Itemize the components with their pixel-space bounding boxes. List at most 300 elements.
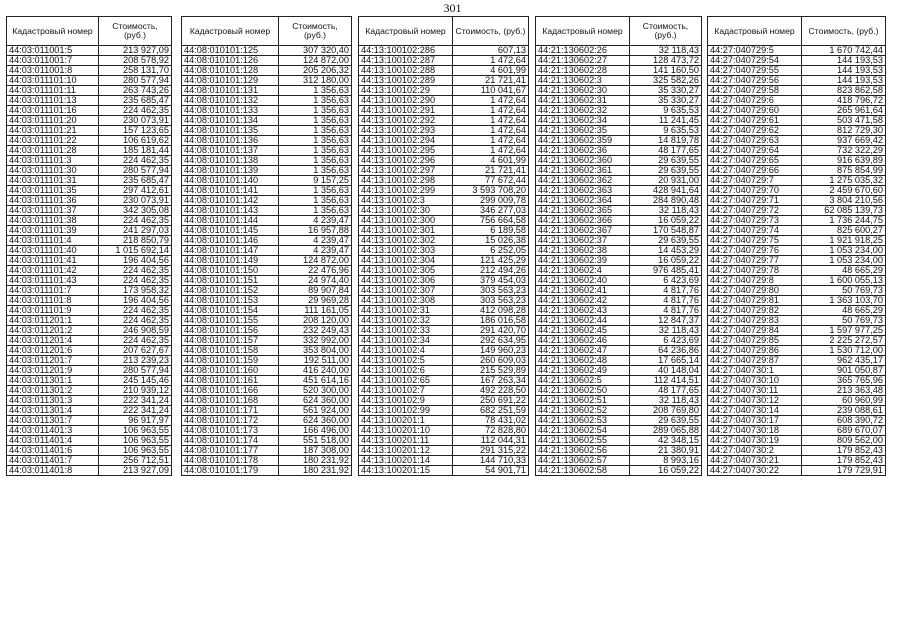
table-row: [536, 166, 702, 176]
cadastral-number-cell: 44:27:040730:19: [708, 436, 802, 446]
cadastral-number-cell: 44:08:010101:144: [182, 216, 279, 226]
cost-cell: 689 670,07: [802, 426, 886, 436]
cadastral-number-cell: 44:27:040730:21: [708, 456, 802, 466]
table-row: [708, 126, 886, 136]
table-row: [536, 326, 702, 336]
cadastral-number-cell: 44:08:010101:173: [182, 426, 279, 436]
cost-cell: 213 239,23: [99, 356, 172, 366]
cost-cell: 32 118,43: [630, 46, 702, 56]
cadastral-number-cell: 44:21:130602:58: [536, 466, 630, 476]
cadastral-number-cell: 44:13:100201:10: [359, 426, 453, 436]
cost-cell: 218 850,79: [99, 236, 172, 246]
cadastral-number-cell: 44:21:130602:359: [536, 136, 630, 146]
cost-cell: 1 053 234,00: [802, 256, 886, 266]
table-row: [7, 166, 172, 176]
cadastral-number-cell: 44:27:040729:84: [708, 326, 802, 336]
cadastral-number-cell: 44:03:011201:6: [7, 346, 99, 356]
cadastral-number-cell: 44:13:100102:33: [359, 326, 453, 336]
cadastral-number-cell: 44:08:010101:177: [182, 446, 279, 456]
header-cadastral-number: Кадастровый номер: [536, 17, 630, 46]
cadastral-number-cell: 44:08:010101:134: [182, 116, 279, 126]
table-row: [7, 226, 172, 236]
cadastral-number-cell: 44:21:130602:367: [536, 226, 630, 236]
table-row: [182, 356, 352, 366]
cadastral-number-cell: 44:21:130602:47: [536, 346, 630, 356]
cost-cell: 16 059,22: [630, 256, 702, 266]
cadastral-table-2: [181, 16, 352, 476]
cadastral-number-cell: 44:08:010101:136: [182, 136, 279, 146]
cost-cell: 325 582,26: [630, 76, 702, 86]
table-row: [708, 436, 886, 446]
cost-cell: 24 974,40: [279, 276, 352, 286]
table-row: [359, 56, 529, 66]
table-row: [182, 316, 352, 326]
cadastral-number-cell: 44:21:130602:42: [536, 296, 630, 306]
cadastral-number-cell: 44:21:130602:5: [536, 376, 630, 386]
cadastral-number-cell: 44:03:011101:31: [7, 176, 99, 186]
cadastral-number-cell: 44:08:010101:146: [182, 236, 279, 246]
cost-cell: 48 177,65: [630, 386, 702, 396]
cadastral-number-cell: 44:27:040729:56: [708, 76, 802, 86]
cadastral-number-cell: 44:08:010101:129: [182, 76, 279, 86]
table-row: [359, 166, 529, 176]
table-row: [708, 156, 886, 166]
table-row: [359, 416, 529, 426]
cost-cell: 224 462,35: [99, 156, 172, 166]
cost-cell: 213 927,09: [99, 466, 172, 476]
cost-cell: 224 462,35: [99, 106, 172, 116]
table-row: [708, 306, 886, 316]
cost-cell: 297 412,61: [99, 186, 172, 196]
table-row: [7, 56, 172, 66]
cost-cell: 332 992,00: [279, 336, 352, 346]
cadastral-number-cell: 44:13:100102:65: [359, 376, 453, 386]
table-row: [359, 136, 529, 146]
table-row: [359, 186, 529, 196]
cadastral-number-cell: 44:13:100102:4: [359, 346, 453, 356]
cadastral-number-cell: 44:21:130602:55: [536, 436, 630, 446]
cost-cell: 263 743,26: [99, 86, 172, 96]
table-row: [536, 236, 702, 246]
cadastral-number-cell: 44:27:040729:65: [708, 156, 802, 166]
cost-cell: 180 231,92: [279, 456, 352, 466]
cadastral-number-cell: 44:21:130602:52: [536, 406, 630, 416]
cost-cell: 208 578,92: [99, 56, 172, 66]
cadastral-number-cell: 44:08:010101:156: [182, 326, 279, 336]
cadastral-number-cell: 44:21:130602:43: [536, 306, 630, 316]
table-row: [182, 66, 352, 76]
cost-cell: 149 960,23: [453, 346, 529, 356]
cadastral-number-cell: 44:21:130602:56: [536, 446, 630, 456]
cadastral-number-cell: 44:03:011201:7: [7, 356, 99, 366]
table-row: [7, 146, 172, 156]
cost-cell: 9 635,53: [630, 106, 702, 116]
cost-cell: 812 729,30: [802, 126, 886, 136]
cost-cell: 106 963,55: [99, 446, 172, 456]
cost-cell: 21 380,91: [630, 446, 702, 456]
cost-cell: 14 819,78: [630, 136, 702, 146]
cost-cell: 186 016,58: [453, 316, 529, 326]
cadastral-number-cell: 44:21:130602:39: [536, 256, 630, 266]
table-row: [182, 76, 352, 86]
cost-cell: 196 404,56: [99, 296, 172, 306]
table-row: [182, 466, 352, 476]
cadastral-number-cell: 44:08:010101:168: [182, 396, 279, 406]
table-row: [708, 106, 886, 116]
header-cadastral-number: Кадастровый номер: [182, 17, 279, 46]
cost-cell: 179 729,91: [802, 466, 886, 476]
cost-cell: 144 193,53: [802, 56, 886, 66]
cost-cell: 1 670 742,44: [802, 46, 886, 56]
table-row: [536, 196, 702, 206]
table-row: [7, 376, 172, 386]
cadastral-number-cell: 44:27:040729:62: [708, 126, 802, 136]
cadastral-number-cell: 44:13:100102:290: [359, 96, 453, 106]
cadastral-number-cell: 44:13:100102:31: [359, 306, 453, 316]
cost-cell: 48 177,65: [630, 146, 702, 156]
cost-cell: 32 118,43: [630, 326, 702, 336]
cost-cell: 4 817,76: [630, 296, 702, 306]
cost-cell: 1 356,63: [279, 106, 352, 116]
table-row: [359, 126, 529, 136]
table-row: [7, 316, 172, 326]
cost-cell: 1 356,63: [279, 136, 352, 146]
cost-cell: 9 157,25: [279, 176, 352, 186]
table-row: [182, 286, 352, 296]
cost-cell: 6 423,69: [630, 336, 702, 346]
table-row: [359, 66, 529, 76]
cost-cell: 106 619,62: [99, 136, 172, 146]
table-row: [708, 426, 886, 436]
table-row: [536, 96, 702, 106]
cadastral-number-cell: 44:03:011101:3: [7, 156, 99, 166]
cost-cell: 112 414,51: [630, 376, 702, 386]
table-row: [708, 366, 886, 376]
cadastral-number-cell: 44:21:130602:35: [536, 126, 630, 136]
cadastral-table-4: [535, 16, 702, 476]
cost-cell: 561 924,00: [279, 406, 352, 416]
table-row: [182, 346, 352, 356]
table-row: [359, 296, 529, 306]
cost-cell: 60 960,99: [802, 396, 886, 406]
cost-cell: 210 939,12: [99, 386, 172, 396]
cadastral-number-cell: 44:08:010101:143: [182, 206, 279, 216]
cost-cell: 412 098,28: [453, 306, 529, 316]
cost-cell: 246 908,59: [99, 326, 172, 336]
cost-cell: 682 251,59: [453, 406, 529, 416]
table-row: [359, 146, 529, 156]
cost-cell: 6 252,05: [453, 246, 529, 256]
table-row: [359, 356, 529, 366]
table-row: [359, 286, 529, 296]
table-row: [536, 66, 702, 76]
cadastral-number-cell: 44:21:130602:364: [536, 196, 630, 206]
cadastral-number-cell: 44:08:010101:137: [182, 146, 279, 156]
table-row: [182, 276, 352, 286]
table-row: [7, 356, 172, 366]
cadastral-number-cell: 44:13:100102:304: [359, 256, 453, 266]
table-row: [7, 216, 172, 226]
cadastral-number-cell: 44:13:100102:306: [359, 276, 453, 286]
table-row: [7, 466, 172, 476]
cost-cell: 40 148,04: [630, 366, 702, 376]
table-row: [182, 386, 352, 396]
cost-cell: 875 854,99: [802, 166, 886, 176]
table-row: [182, 436, 352, 446]
cadastral-number-cell: 44:13:100201:11: [359, 436, 453, 446]
cadastral-number-cell: 44:27:040729:66: [708, 166, 802, 176]
table-row: [7, 336, 172, 346]
cadastral-number-cell: 44:13:100102:294: [359, 136, 453, 146]
table-row: [7, 436, 172, 446]
cost-cell: 78 431,02: [453, 416, 529, 426]
table-row: [536, 126, 702, 136]
table-row: [708, 186, 886, 196]
cost-cell: 292 634,95: [453, 336, 529, 346]
cadastral-number-cell: 44:27:040729:70: [708, 186, 802, 196]
cadastral-number-cell: 44:21:130602:4: [536, 266, 630, 276]
cadastral-number-cell: 44:13:100102:298: [359, 176, 453, 186]
table-row: [359, 316, 529, 326]
table-row: [182, 456, 352, 466]
header-cost: Стоимость, (руб.): [802, 17, 886, 46]
table-row: [536, 366, 702, 376]
cost-cell: 157 123,65: [99, 126, 172, 136]
table-row: [359, 326, 529, 336]
cadastral-number-cell: 44:08:010101:128: [182, 66, 279, 76]
cost-cell: 3 593 708,20: [453, 186, 529, 196]
cadastral-number-cell: 44:03:011001:8: [7, 66, 99, 76]
cadastral-number-cell: 44:03:011301:4: [7, 406, 99, 416]
cost-cell: 89 907,84: [279, 286, 352, 296]
cadastral-number-cell: 44:08:010101:140: [182, 176, 279, 186]
cadastral-number-cell: 44:21:130602:46: [536, 336, 630, 346]
cadastral-number-cell: 44:08:010101:125: [182, 46, 279, 56]
cadastral-number-cell: 44:27:040730:11: [708, 386, 802, 396]
cadastral-number-cell: 44:21:130602:363: [536, 186, 630, 196]
cost-cell: 4 601,99: [453, 66, 529, 76]
cadastral-number-cell: 44:27:040729:81: [708, 296, 802, 306]
cadastral-number-cell: 44:21:130602:53: [536, 416, 630, 426]
header-cadastral-number: Кадастровый номер: [708, 17, 802, 46]
header-cost: Стоимость, (руб.): [99, 17, 172, 46]
cadastral-number-cell: 44:27:040729:61: [708, 116, 802, 126]
table-row: [708, 276, 886, 286]
cadastral-number-cell: 44:27:040729:55: [708, 66, 802, 76]
cadastral-number-cell: 44:13:100102:9: [359, 396, 453, 406]
table-row: [708, 376, 886, 386]
table-row: [359, 376, 529, 386]
cost-cell: 6 423,69: [630, 276, 702, 286]
cadastral-number-cell: 44:13:100102:305: [359, 266, 453, 276]
cadastral-number-cell: 44:08:010101:151: [182, 276, 279, 286]
cadastral-number-cell: 44:13:100102:99: [359, 406, 453, 416]
cost-cell: 962 435,17: [802, 356, 886, 366]
cadastral-number-cell: 44:03:011101:4: [7, 236, 99, 246]
cadastral-number-cell: 44:03:011101:11: [7, 86, 99, 96]
table-row: [359, 236, 529, 246]
table-row: [708, 256, 886, 266]
cost-cell: 607,13: [453, 46, 529, 56]
table-row: [536, 76, 702, 86]
header-cost: Стоимость, (руб.): [453, 17, 529, 46]
cadastral-number-cell: 44:13:100102:3: [359, 196, 453, 206]
table-row: [359, 346, 529, 356]
header-cadastral-number: Кадастровый номер: [7, 17, 99, 46]
table-row: [708, 266, 886, 276]
table-row: [7, 276, 172, 286]
cost-cell: 235 685,47: [99, 96, 172, 106]
cost-cell: 245 145,46: [99, 376, 172, 386]
cost-cell: 21 721,41: [453, 166, 529, 176]
cadastral-number-cell: 44:27:040730:17: [708, 416, 802, 426]
table-row: [708, 386, 886, 396]
table-row: [536, 316, 702, 326]
cadastral-number-cell: 44:21:130602:40: [536, 276, 630, 286]
cadastral-number-cell: 44:03:011101:43: [7, 276, 99, 286]
table-row: [7, 46, 172, 56]
cadastral-number-cell: 44:03:011201:4: [7, 336, 99, 346]
cost-cell: 16 059,22: [630, 466, 702, 476]
table-row: [536, 186, 702, 196]
cadastral-number-cell: 44:03:011101:42: [7, 266, 99, 276]
table-row: [359, 216, 529, 226]
cost-cell: 250 691,22: [453, 396, 529, 406]
table-row: [182, 216, 352, 226]
cadastral-number-cell: 44:13:100102:307: [359, 286, 453, 296]
table-row: [536, 436, 702, 446]
cost-cell: 1 356,63: [279, 96, 352, 106]
cadastral-number-cell: 44:27:040729:72: [708, 206, 802, 216]
cadastral-table-3: [358, 16, 529, 476]
table-row: [7, 366, 172, 376]
cadastral-number-cell: 44:08:010101:172: [182, 416, 279, 426]
cost-cell: 1 356,63: [279, 156, 352, 166]
table-row: [708, 416, 886, 426]
cadastral-number-cell: 44:27:040729:76: [708, 246, 802, 256]
cost-cell: 224 462,35: [99, 316, 172, 326]
cadastral-number-cell: 44:21:130602:3: [536, 76, 630, 86]
cost-cell: 62 085 139,73: [802, 206, 886, 216]
table-row: [359, 426, 529, 436]
table-row: [708, 236, 886, 246]
cadastral-number-cell: 44:03:011201:1: [7, 316, 99, 326]
table-row: [182, 196, 352, 206]
table-row: [359, 266, 529, 276]
cadastral-number-cell: 44:21:130602:54: [536, 426, 630, 436]
cost-cell: 205 206,32: [279, 66, 352, 76]
table-row: [708, 76, 886, 86]
table-row: [182, 86, 352, 96]
cost-cell: 280 577,94: [99, 166, 172, 176]
table-row: [7, 126, 172, 136]
table-row: [7, 426, 172, 436]
cadastral-number-cell: 44:13:100201:14: [359, 456, 453, 466]
cost-cell: 825 600,27: [802, 226, 886, 236]
cadastral-number-cell: 44:27:040729:73: [708, 216, 802, 226]
cost-cell: 48 665,29: [802, 266, 886, 276]
cadastral-number-cell: 44:08:010101:160: [182, 366, 279, 376]
cadastral-number-cell: 44:13:100102:292: [359, 116, 453, 126]
cadastral-number-cell: 44:27:040730:12: [708, 396, 802, 406]
cadastral-number-cell: 44:03:011101:39: [7, 226, 99, 236]
table-row: [359, 46, 529, 56]
table-row: [182, 336, 352, 346]
table-row: [7, 196, 172, 206]
cadastral-number-cell: 44:27:040729:83: [708, 316, 802, 326]
cadastral-number-cell: 44:21:130602:31: [536, 96, 630, 106]
cadastral-number-cell: 44:13:100102:5: [359, 356, 453, 366]
cadastral-number-cell: 44:27:040729:63: [708, 136, 802, 146]
cost-cell: 72 828,80: [453, 426, 529, 436]
table-row: [359, 76, 529, 86]
cadastral-number-cell: 44:27:040729:8: [708, 276, 802, 286]
cost-cell: 307 320,40: [279, 46, 352, 56]
cadastral-number-cell: 44:27:040729:60: [708, 106, 802, 116]
table-row: [536, 106, 702, 116]
cadastral-number-cell: 44:08:010101:159: [182, 356, 279, 366]
cadastral-number-cell: 44:08:010101:166: [182, 386, 279, 396]
header-cost: Стоимость, (руб.): [630, 17, 702, 46]
cost-cell: 20 931,00: [630, 176, 702, 186]
cadastral-number-cell: 44:27:040729:54: [708, 56, 802, 66]
table-row: [359, 386, 529, 396]
table-row: [708, 216, 886, 226]
table-row: [708, 246, 886, 256]
table-row: [536, 136, 702, 146]
cadastral-number-cell: 44:13:100102:29: [359, 86, 453, 96]
cost-cell: 303 563,23: [453, 286, 529, 296]
cost-cell: 16 059,22: [630, 216, 702, 226]
cost-cell: 976 485,41: [630, 266, 702, 276]
table-row: [536, 206, 702, 216]
cost-cell: 29 969,28: [279, 296, 352, 306]
cadastral-number-cell: 44:21:130602:41: [536, 286, 630, 296]
table-row: [708, 46, 886, 56]
cost-cell: 224 462,35: [99, 266, 172, 276]
cost-cell: 1 356,63: [279, 186, 352, 196]
cost-cell: 16 957,88: [279, 226, 352, 236]
table-row: [708, 406, 886, 416]
cost-cell: 365 765,96: [802, 376, 886, 386]
cost-cell: 280 577,94: [99, 366, 172, 376]
cost-cell: 192 511,00: [279, 356, 352, 366]
cadastral-number-cell: 44:08:010101:174: [182, 436, 279, 446]
cost-cell: 4 817,76: [630, 306, 702, 316]
cost-cell: 167 263,34: [453, 376, 529, 386]
table-row: [708, 196, 886, 206]
cost-cell: 1 472,64: [453, 146, 529, 156]
table-row: [7, 446, 172, 456]
cadastral-number-cell: 44:27:040730:2: [708, 446, 802, 456]
cost-cell: 110 041,67: [453, 86, 529, 96]
cadastral-number-cell: 44:03:011401:8: [7, 466, 99, 476]
table-row: [359, 306, 529, 316]
cost-cell: 303 563,23: [453, 296, 529, 306]
cadastral-number-cell: 44:03:011001:5: [7, 46, 99, 56]
cost-cell: 1 597 977,25: [802, 326, 886, 336]
cost-cell: 208 120,00: [279, 316, 352, 326]
cost-cell: 624 360,00: [279, 396, 352, 406]
cadastral-number-cell: 44:21:130602:366: [536, 216, 630, 226]
table-row: [7, 396, 172, 406]
cadastral-number-cell: 44:13:100102:289: [359, 76, 453, 86]
table-row: [359, 116, 529, 126]
cadastral-number-cell: 44:27:040729:7: [708, 176, 802, 186]
table-row: [359, 156, 529, 166]
cadastral-number-cell: 44:13:100102:287: [359, 56, 453, 66]
cost-cell: 2 225 272,57: [802, 336, 886, 346]
